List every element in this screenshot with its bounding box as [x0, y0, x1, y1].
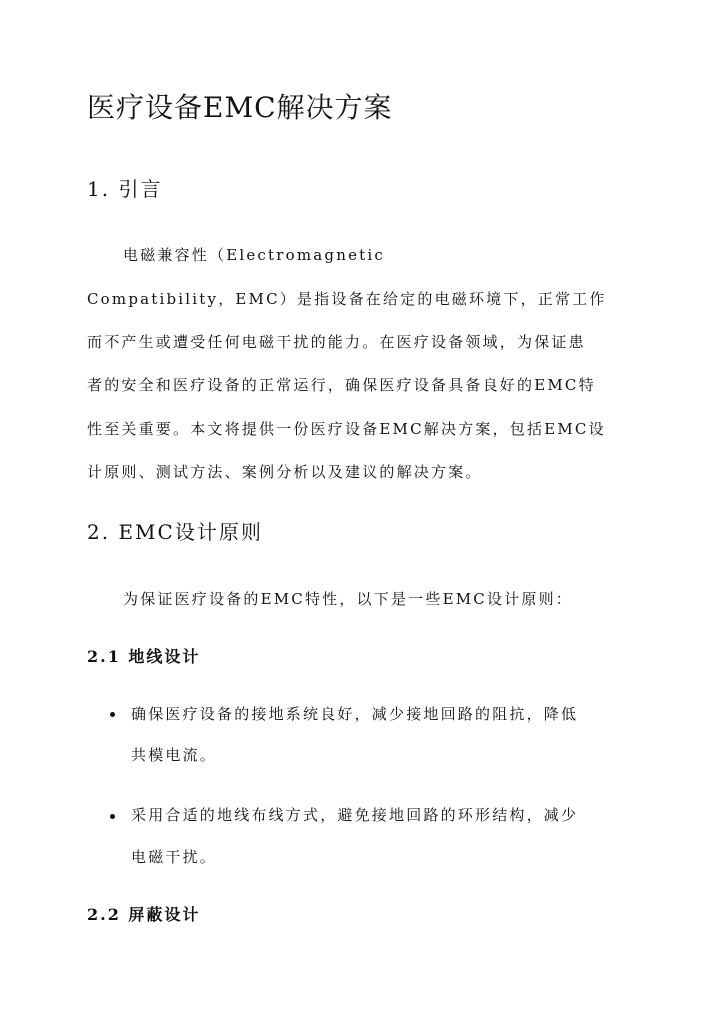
subsection-heading-shielding-design: 2.2 屏蔽设计 [87, 905, 201, 924]
paragraph-line: Compatibility，EMC）是指设备在给定的电磁环境下，正常工作 [87, 290, 607, 308]
paragraph-line: 者的安全和医疗设备的正常运行，确保医疗设备具备良好的EMC特 [87, 376, 596, 394]
list-item-text: 确保医疗设备的接地系统良好，减少接地回路的阻抗，降低 [131, 705, 579, 723]
list-item-text: 电磁干扰。 [131, 848, 218, 866]
section-heading-emc-design: 2. EMC设计原则 [87, 520, 263, 544]
section-heading-introduction: 1. 引言 [87, 177, 163, 201]
subsection-heading-ground-design: 2.1 地线设计 [87, 647, 201, 666]
document-title: 医疗设备EMC解决方案 [87, 91, 393, 124]
bullet-icon [110, 814, 115, 819]
list-item-text: 共模电流。 [131, 746, 218, 764]
paragraph-line: 性至关重要。本文将提供一份医疗设备EMC解决方案，包括EMC设 [87, 420, 606, 438]
paragraph-line: 而不产生或遭受任何电磁干扰的能力。在医疗设备领域，为保证患 [87, 333, 586, 351]
list-item-text: 采用合适的地线布线方式，避免接地回路的环形结构，减少 [131, 806, 579, 824]
paragraph-line: 电磁兼容性（Electromagnetic [123, 246, 385, 264]
bullet-icon [110, 712, 115, 717]
paragraph-line: 计原则、测试方法、案例分析以及建议的解决方案。 [87, 463, 483, 481]
section-intro: 为保证医疗设备的EMC特性，以下是一些EMC设计原则： [123, 590, 573, 608]
